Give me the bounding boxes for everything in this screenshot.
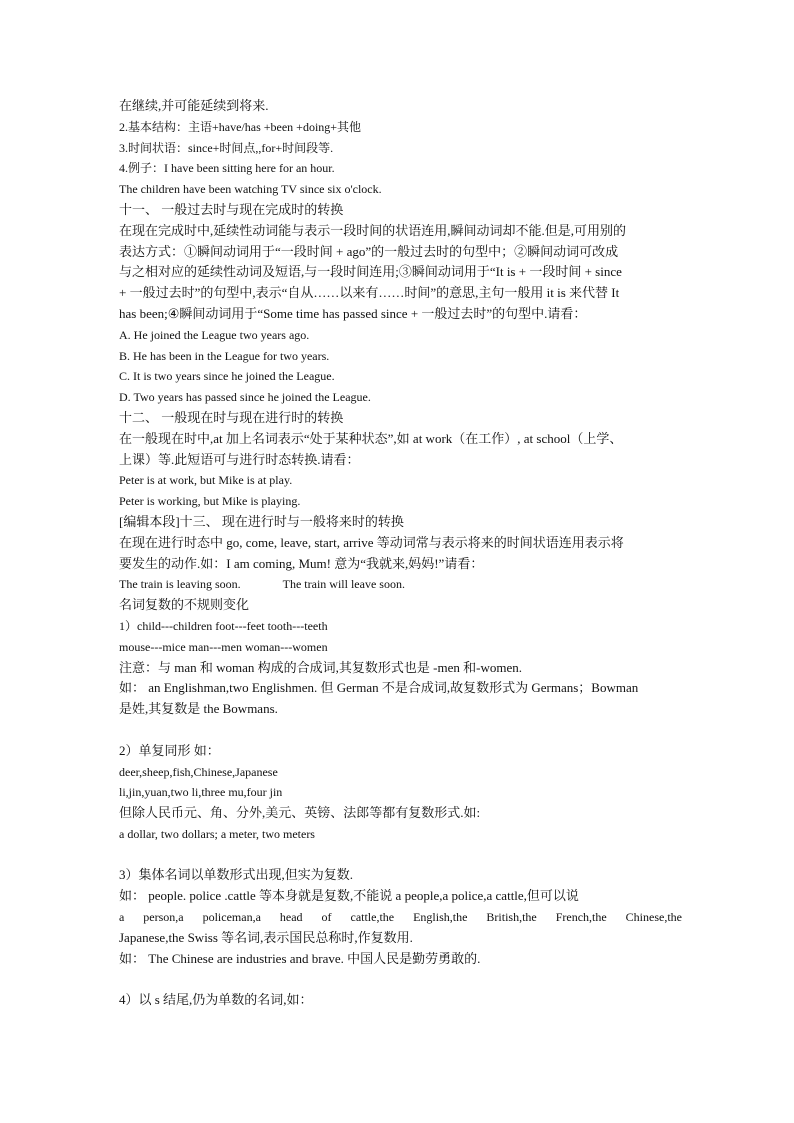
text-line: + 一般过去时”的句型中,表示“自从……以来有……时间”的意思,主句一般用 it is 来代替 It <box>119 285 620 301</box>
text-line: 要发生的动作.如：I am coming, Mum! 意为“我就来,妈妈!”请看： <box>119 555 484 571</box>
text-line: 1）child---children foot---feet tooth---teeth <box>119 618 328 633</box>
text-line: li,jin,yuan,two li,three mu,four jin <box>119 785 283 800</box>
text-line: 3.时间状语：since+时间点,,for+时间段等. <box>119 140 334 155</box>
text-line: 表达方式：①瞬间动词用于“一段时间 + ago”的一般过去时的句型中；②瞬间动词可改成 <box>119 243 619 259</box>
text-line: 4.例子：I have been sitting here for an hour. <box>119 161 335 176</box>
text-line: 在一般现在时中,at 加上名词表示“处于某种状态”,如 at work（在工作）, at school（上学、 <box>119 430 623 446</box>
text-line: 与之相对应的延续性动词及短语,与一段时间连用;③瞬间动词用于“It is + 一段时间 + since <box>119 264 622 280</box>
blank-line <box>119 720 682 741</box>
text-line: 2.基本结构：主语+have/has +been +doing+其他 <box>119 119 362 134</box>
blank-line <box>119 969 682 990</box>
text-line: The children have been watching TV since six o'clock. <box>119 182 382 197</box>
example-line: B. He has been in the League for two years. <box>119 348 330 363</box>
example-line: A. He joined the League two years ago. <box>119 327 310 342</box>
example-line: Peter is at work, but Mike is at play. <box>119 473 293 488</box>
text-line: 如： an Englishman,two Englishmen. 但 German 不是合成词,故复数形式为 Germans；Bowman <box>119 680 639 696</box>
text-line: a dollar, two dollars; a meter, two meters <box>119 826 315 841</box>
text-line: mouse---mice man---men woman---women <box>119 639 328 654</box>
text-line: 4）以 s 结尾,仍为单数的名词,如： <box>119 992 313 1008</box>
text-line: 但除人民币元、角、分外,美元、英镑、法郎等都有复数形式.如: <box>119 805 481 821</box>
text-line: deer,sheep,fish,Chinese,Japanese <box>119 764 278 779</box>
text-line: a person,a policeman,a head of cattle,the English,the British,the French,the Chinese,the <box>119 910 682 925</box>
example-line: Peter is working, but Mike is playing. <box>119 494 301 509</box>
section-heading: 十一、 一般过去时与现在完成时的转换 <box>119 201 344 217</box>
text-line: 如： people. police .cattle 等本身就是复数,不能说 a people,a police,a cattle,但可以说 <box>119 888 579 904</box>
example-line: D. Two years has passed since he joined the League. <box>119 390 371 405</box>
text-line: 如： The Chinese are industries and brave. 中国人民是勤劳勇敢的. <box>119 950 481 966</box>
text-line: 上课）等.此短语可与进行时态转换.请看： <box>119 451 360 467</box>
section-heading: [编辑本段]十三、 现在进行时与一般将来时的转换 <box>119 513 404 529</box>
text-line: Japanese,the Swiss 等名词,表示国民总称时,作复数用. <box>119 929 413 945</box>
blank-line <box>119 845 682 866</box>
text-line: 3）集体名词以单数形式出现,但实为复数. <box>119 867 354 883</box>
text-line: 在现在完成时中,延续性动词能与表示一段时间的状语连用,瞬间动词却不能.但是,可用别的 <box>119 222 627 238</box>
section-heading: 名词复数的不规则变化 <box>119 597 250 613</box>
example-pair <box>119 574 682 595</box>
section-heading: 十二、 一般现在时与现在进行时的转换 <box>119 409 344 425</box>
text-line: 在继续,并可能延续到将来. <box>119 98 269 113</box>
example-line: C. It is two years since he joined the League. <box>119 369 335 384</box>
text-line: 注意：与 man 和 woman 构成的合成词,其复数形式也是 -men 和-women. <box>119 659 522 675</box>
example-line: The train will leave soon. <box>282 577 405 592</box>
text-line: 在现在进行时态中 go, come, leave, start, arrive 等动词常与表示将来的时间状语连用表示将 <box>119 534 624 550</box>
text-line: 是姓,其复数是 the Bowmans. <box>119 701 278 717</box>
example-line: The train is leaving soon. <box>119 577 241 592</box>
document-body <box>119 96 682 1011</box>
text-line: has been;④瞬间动词用于“Some time has passed since + 一般过去时”的句型中.请看： <box>119 305 587 321</box>
text-line: 2）单复同形 如： <box>119 742 220 758</box>
